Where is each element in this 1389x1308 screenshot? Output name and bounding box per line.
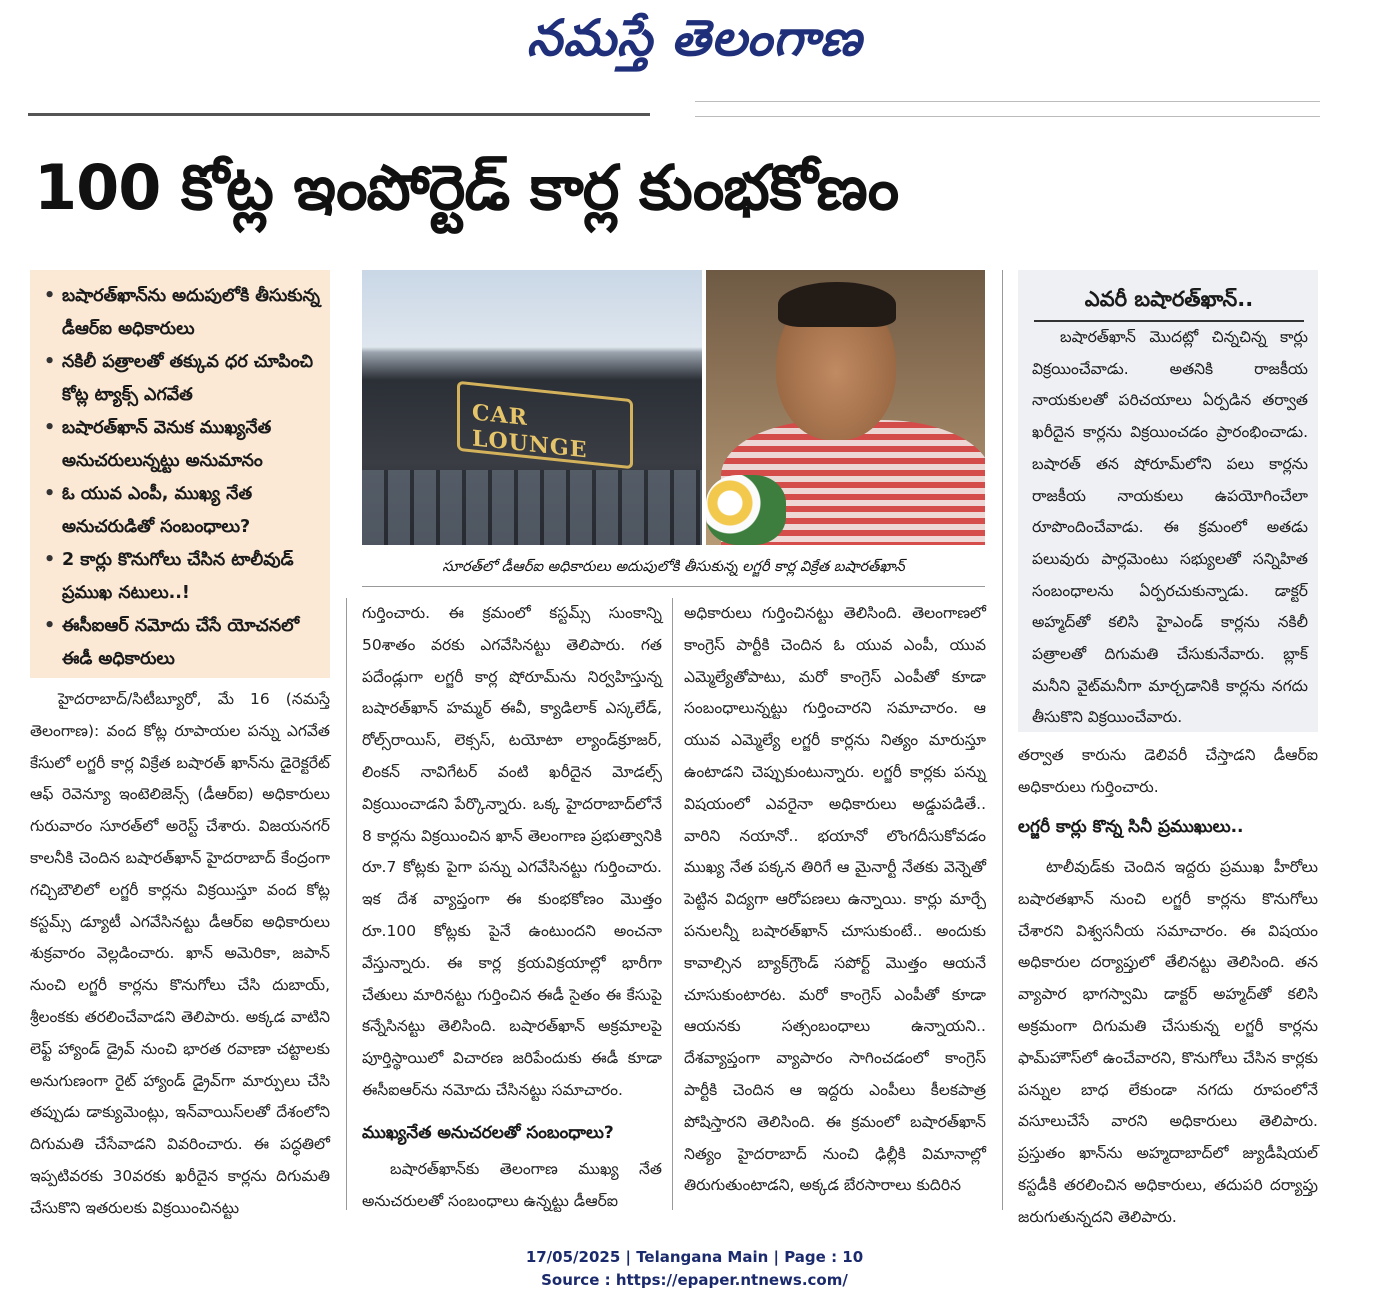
article-text: హైదరాబాద్/సిటీబ్యూరో, మే 16 (నమస్తే తెలంగాణ): వంద కోట్ల రూపాయల పన్ను ఎగవేత కేసులో లగ్జరీ కార్ల విక్రేత బషారత్ ఖాన్‌ను డైరెక్టరేట్ ఆఫ్ రెవెన్యూ ఇంటెలిజెన్స్ (డీఆర్ఐ) అధికారులు గురువారం సూరత్‌లో అరెస్ట్ చేశారు. విజయనగర్ కాలనీకి చెందిన బషారత్‌ఖాన్ హైదరాబాద్ కేంద్రంగా గచ్చిబౌలిలో లగ్జరీ కార్లను విక్రయిస్తూ వంద కోట్ల కస్టమ్స్ డ్యూటీ ఎగవేసినట్టు డీఆర్ఐ అధికారులు శుక్రవారం వెల్లడించారు. ఖాన్ అమెరికా, జపాన్ నుంచి లగ్జరీ కార్లను కొనుగోలు చేసి దుబాయ్, శ్రీలంకకు తరలించేవాడని తెలిపారు. అక్కడ వాటిని లెఫ్ట్ హ్యాండ్ డ్రైవ్ నుంచి భారత రవాణా చట్టాలకు అనుగుణంగా రైట్ హ్యాండ్ డ్రైవ్‌గా మార్పులు చేసి తప్పుడు డాక్యుమెంట్లు, ఇన్‌వాయిస్‌లతో దేశంలోని దిగుమతి చేసేవాడని వివరించారు. ఈ పద్ధతిలో ఇప్పటివరకు 30వరకు ఖరీదైన కార్లను దిగుమతి చేసుకొని ఇతరులకు విక్రయించినట్టు — [30, 690, 330, 1217]
highlight-item: • బషారత్‌ఖాన్ వెనుక ముఖ్యనేత అనుచరులున్నట్టు అనుమానం — [40, 412, 324, 478]
showroom-sign — [457, 381, 633, 469]
subheading: లగ్జరీ కార్లు కొన్న సినీ ప్రముఖులు.. — [1018, 817, 1244, 837]
storefront-windows — [362, 470, 702, 545]
profile-box-body — [1032, 322, 1308, 734]
highlight-item: • 2 కార్లు కొనుగోలు చేసిన టాలీవుడ్ ప్రముఖ నటులు..! — [40, 544, 324, 610]
masthead: నమస్తే తెలంగాణ — [526, 8, 863, 67]
page-footer — [0, 1246, 1389, 1292]
article-text: తర్వాత కారును డెలివరీ చేస్తాడని డీఆర్ఐ అధికారులు గుర్తించారు. — [1018, 746, 1318, 796]
highlight-item: • బషారత్‌ఖాన్‌ను అదుపులోకి తీసుకున్న డీఆర్‌ఐ అధికారులు — [40, 280, 324, 346]
article-column-3 — [684, 598, 986, 1202]
portrait-photo — [706, 270, 985, 545]
subheading: ముఖ్యనేత అనుచరలతో సంబంధాలు? — [362, 1123, 614, 1143]
masthead-rule — [28, 113, 650, 116]
highlights-box — [30, 270, 330, 678]
article-text: అధికారులు గుర్తించినట్టు తెలిసింది. తెలంగాణలో కాంగ్రెస్ పార్టీకి చెందిన ఓ యువ ఎంపీ, యువ ఎమ్మెల్యేతోపాటు, మరో కాంగ్రెస్ ఎంపీతో కూడా సంబంధాలున్నట్టు గుర్తించారని సమాచారం. ఆ యువ ఎమ్మెల్యే లగ్జరీ కార్లను నిత్యం మారుస్తూ ఉంటాడని చెప్పుకుంటున్నారు. లగ్జరీ కార్లకు పన్ను విషయంలో ఎవరైనా అధికారులు అడ్డుపడితే.. వారిని నయానో.. భయానో లొంగదీసుకోవడం ముఖ్య నేత పక్కన తిరిగే ఆ మైనార్టీ నేతకు వెన్నెతో పెట్టిన విద్యగా ఆరోపణలు ఉన్నాయి. కార్లు మార్చే పనులన్నీ బషారత్‌ఖాన్ చూసుకుంటే.. అందుకు కావాల్సిన బ్యాక్‌గ్రౌండ్ సపోర్ట్ మొత్తం ఆయనే చూసుకుంటారట. మరో కాంగ్రెస్ ఎంపీతో కూడా ఆయనకు సత్సంబంధాలు ఉన్నాయని.. దేశవ్యాప్తంగా వ్యాపారం సాగించడంలో కాంగ్రెస్ పార్టీకి చెందిన ఆ ఇద్దరు ఎంపీలు కీలకపాత్ర పోషిస్తారని తెలిసింది. ఈ క్రమంలో బషారత్‌ఖాన్ నిత్యం హైదరాబాద్ నుంచి ఢిల్లీకి విమానాల్లో తిరుగుతుంటాడని, అక్కడ బేరసారాలు కుదిరిన — [684, 604, 986, 1195]
column-divider — [346, 598, 347, 1210]
profile-box-title: ఎవరీ బషారత్‌ఖాన్.. — [1034, 278, 1304, 322]
article-column-1 — [30, 684, 330, 1225]
hair — [778, 282, 896, 327]
highlight-item: • ఈసీఐఆర్ నమోదు చేసే యోచనలో ఈడీ అధికారులు — [40, 610, 324, 676]
article-text: బషారత్‌ఖాన్‌కు తెలంగాణ ముఖ్య నేత అనుచరులతో సంబంధాలు ఉన్నట్టు డీఆర్ఐ — [362, 1160, 662, 1210]
highlight-item: • ఓ యువ ఎంపీ, ముఖ్య నేత అనుచరుడితో సంబంధాలు? — [40, 478, 324, 544]
article-column-2 — [362, 598, 662, 1107]
headline: 100 కోట్ల ఇంపోర్టెడ్ కార్ల కుంభకోణం — [34, 151, 899, 224]
masthead-rule-right — [695, 101, 1320, 117]
showroom-photo — [362, 270, 702, 545]
profile-box — [1018, 270, 1318, 732]
column-divider — [1002, 270, 1003, 1210]
photo-caption: సూరత్‌లో డీఆర్‌ఐ అధికారులు అదుపులోకి తీసుకున్న లగ్జరీ కార్ల విక్రేత బషారత్‌ఖాన్ — [362, 548, 985, 587]
footer-date-line: 17/05/2025 | Telangana Main | Page : 10 — [525, 1248, 864, 1266]
article-text: గుర్తించారు. ఈ క్రమంలో కస్టమ్స్ సుంకాన్ని 50శాతం వరకు ఎగవేసినట్టు తెలిపారు. గత పదేండ్లుగా లగ్జరీ కార్ల షోరూమ్‌ను నిర్వహిస్తున్న బషారత్‌ఖాన్ హమ్మర్ ఈవీ, క్యాడిలాక్ ఎస్కలేడ్, రోల్స్‌రాయిస్, లెక్సస్, టయోటా ల్యాండ్‌క్రూజర్, లింకన్ నావిగేటర్ వంటి ఖరీదైన మోడల్స్ విక్రయించాడని పేర్కొన్నారు. ఒక్క హైదరాబాద్‌లోనే 8 కార్లను విక్రయించిన ఖాన్ తెలంగాణ ప్రభుత్వానికి రూ.7 కోట్లకు పైగా పన్ను ఎగవేసినట్టు గుర్తించారు. ఇక దేశ వ్యాప్తంగా ఈ కుంభకోణం మొత్తం రూ.100 కోట్లకు పైనే ఉంటుందని అంచనా వేస్తున్నారు. ఈ కార్ల క్రయవిక్రయాల్లో భారీగా చేతులు మారినట్టు గుర్తించిన ఈడీ సైతం ఈ కేసుపై కన్నేసినట్టు తెలిసింది. బషారత్‌ఖాన్ అక్రమాలపై పూర్తిస్థాయిలో విచారణ జరిపేందుకు ఈడీ కూడా ఈసీఐఆర్‌ను నమోదు చేసినట్టు సమాచారం. — [362, 604, 662, 1099]
highlight-item: • నకిలీ పత్రాలతో తక్కువ ధర చూపించి కోట్ల ట్యాక్స్ ఎగవేత — [40, 346, 324, 412]
column-divider — [672, 598, 673, 1210]
article-column-4 — [1018, 740, 1318, 804]
bouquet — [706, 475, 786, 545]
article-column-2b — [362, 1154, 662, 1218]
article-column-4b — [1018, 852, 1318, 1234]
sign-text: CAR LOUNGE — [472, 399, 588, 464]
article-text: టాలీవుడ్‌కు చెందిన ఇద్దరు ప్రముఖ హీరోలు బషారతఖాన్ నుంచి లగ్జరీ కార్లను కొనుగోలు చేశారని విశ్వసనీయ సమాచారం. ఈ విషయం అధికారుల దర్యాప్తులో తేలినట్టు తెలిసింది. తన వ్యాపార భాగస్వామి డాక్టర్ అహ్మద్‌తో కలిసి అక్రమంగా దిగుమతి చేసుకున్న లగ్జరీ కార్లను ఫామ్‌హౌస్‌లో ఉంచేవారని, కొనుగోలు చేసిన కార్లకు పన్నుల బాధ లేకుండా నగదు రూపంలోనే వసూలుచేసే వారని అధికారులు తెలిపారు. ప్రస్తుతం ఖాన్‌ను అహ్మదాబాద్‌లో జ్యుడీషియల్ కస్టడీకి తరలించిన అధికారులు, తదుపరి దర్యాప్తు జరుగుతున్నదని తెలిపారు. — [1018, 858, 1318, 1226]
footer-source-link[interactable]: Source : https://epaper.ntnews.com/ — [541, 1271, 848, 1289]
article-text: బషారత్‌ఖాన్ మొదట్లో చిన్నచిన్న కార్లు విక్రయించేవాడు. అతనికి రాజకీయ నాయకులతో పరిచయాలు ఏర్పడిన తర్వాత ఖరీదైన కార్లను విక్రయించడం ప్రారంభించాడు. బషారత్ తన షోరూమ్‌లోని పలు కార్లను రాజకీయ నాయకులు ఉపయోగించేలా రూపొందించేవాడు. ఈ క్రమంలో అతడు పలువురు పార్లమెంటు సభ్యులతో సన్నిహిత సంబంధాలను ఏర్పరచుకున్నాడు. డాక్టర్ అహ్మద్‌తో కలిసి హైఎండ్ కార్లను నకిలీ పత్రాలతో దిగుమతి చేసుకునేవారు. బ్లాక్ మనీని వైట్‌మనీగా మార్చడానికి కార్లను నగదు తీసుకొని విక్రయించేవారు. — [1032, 328, 1308, 727]
